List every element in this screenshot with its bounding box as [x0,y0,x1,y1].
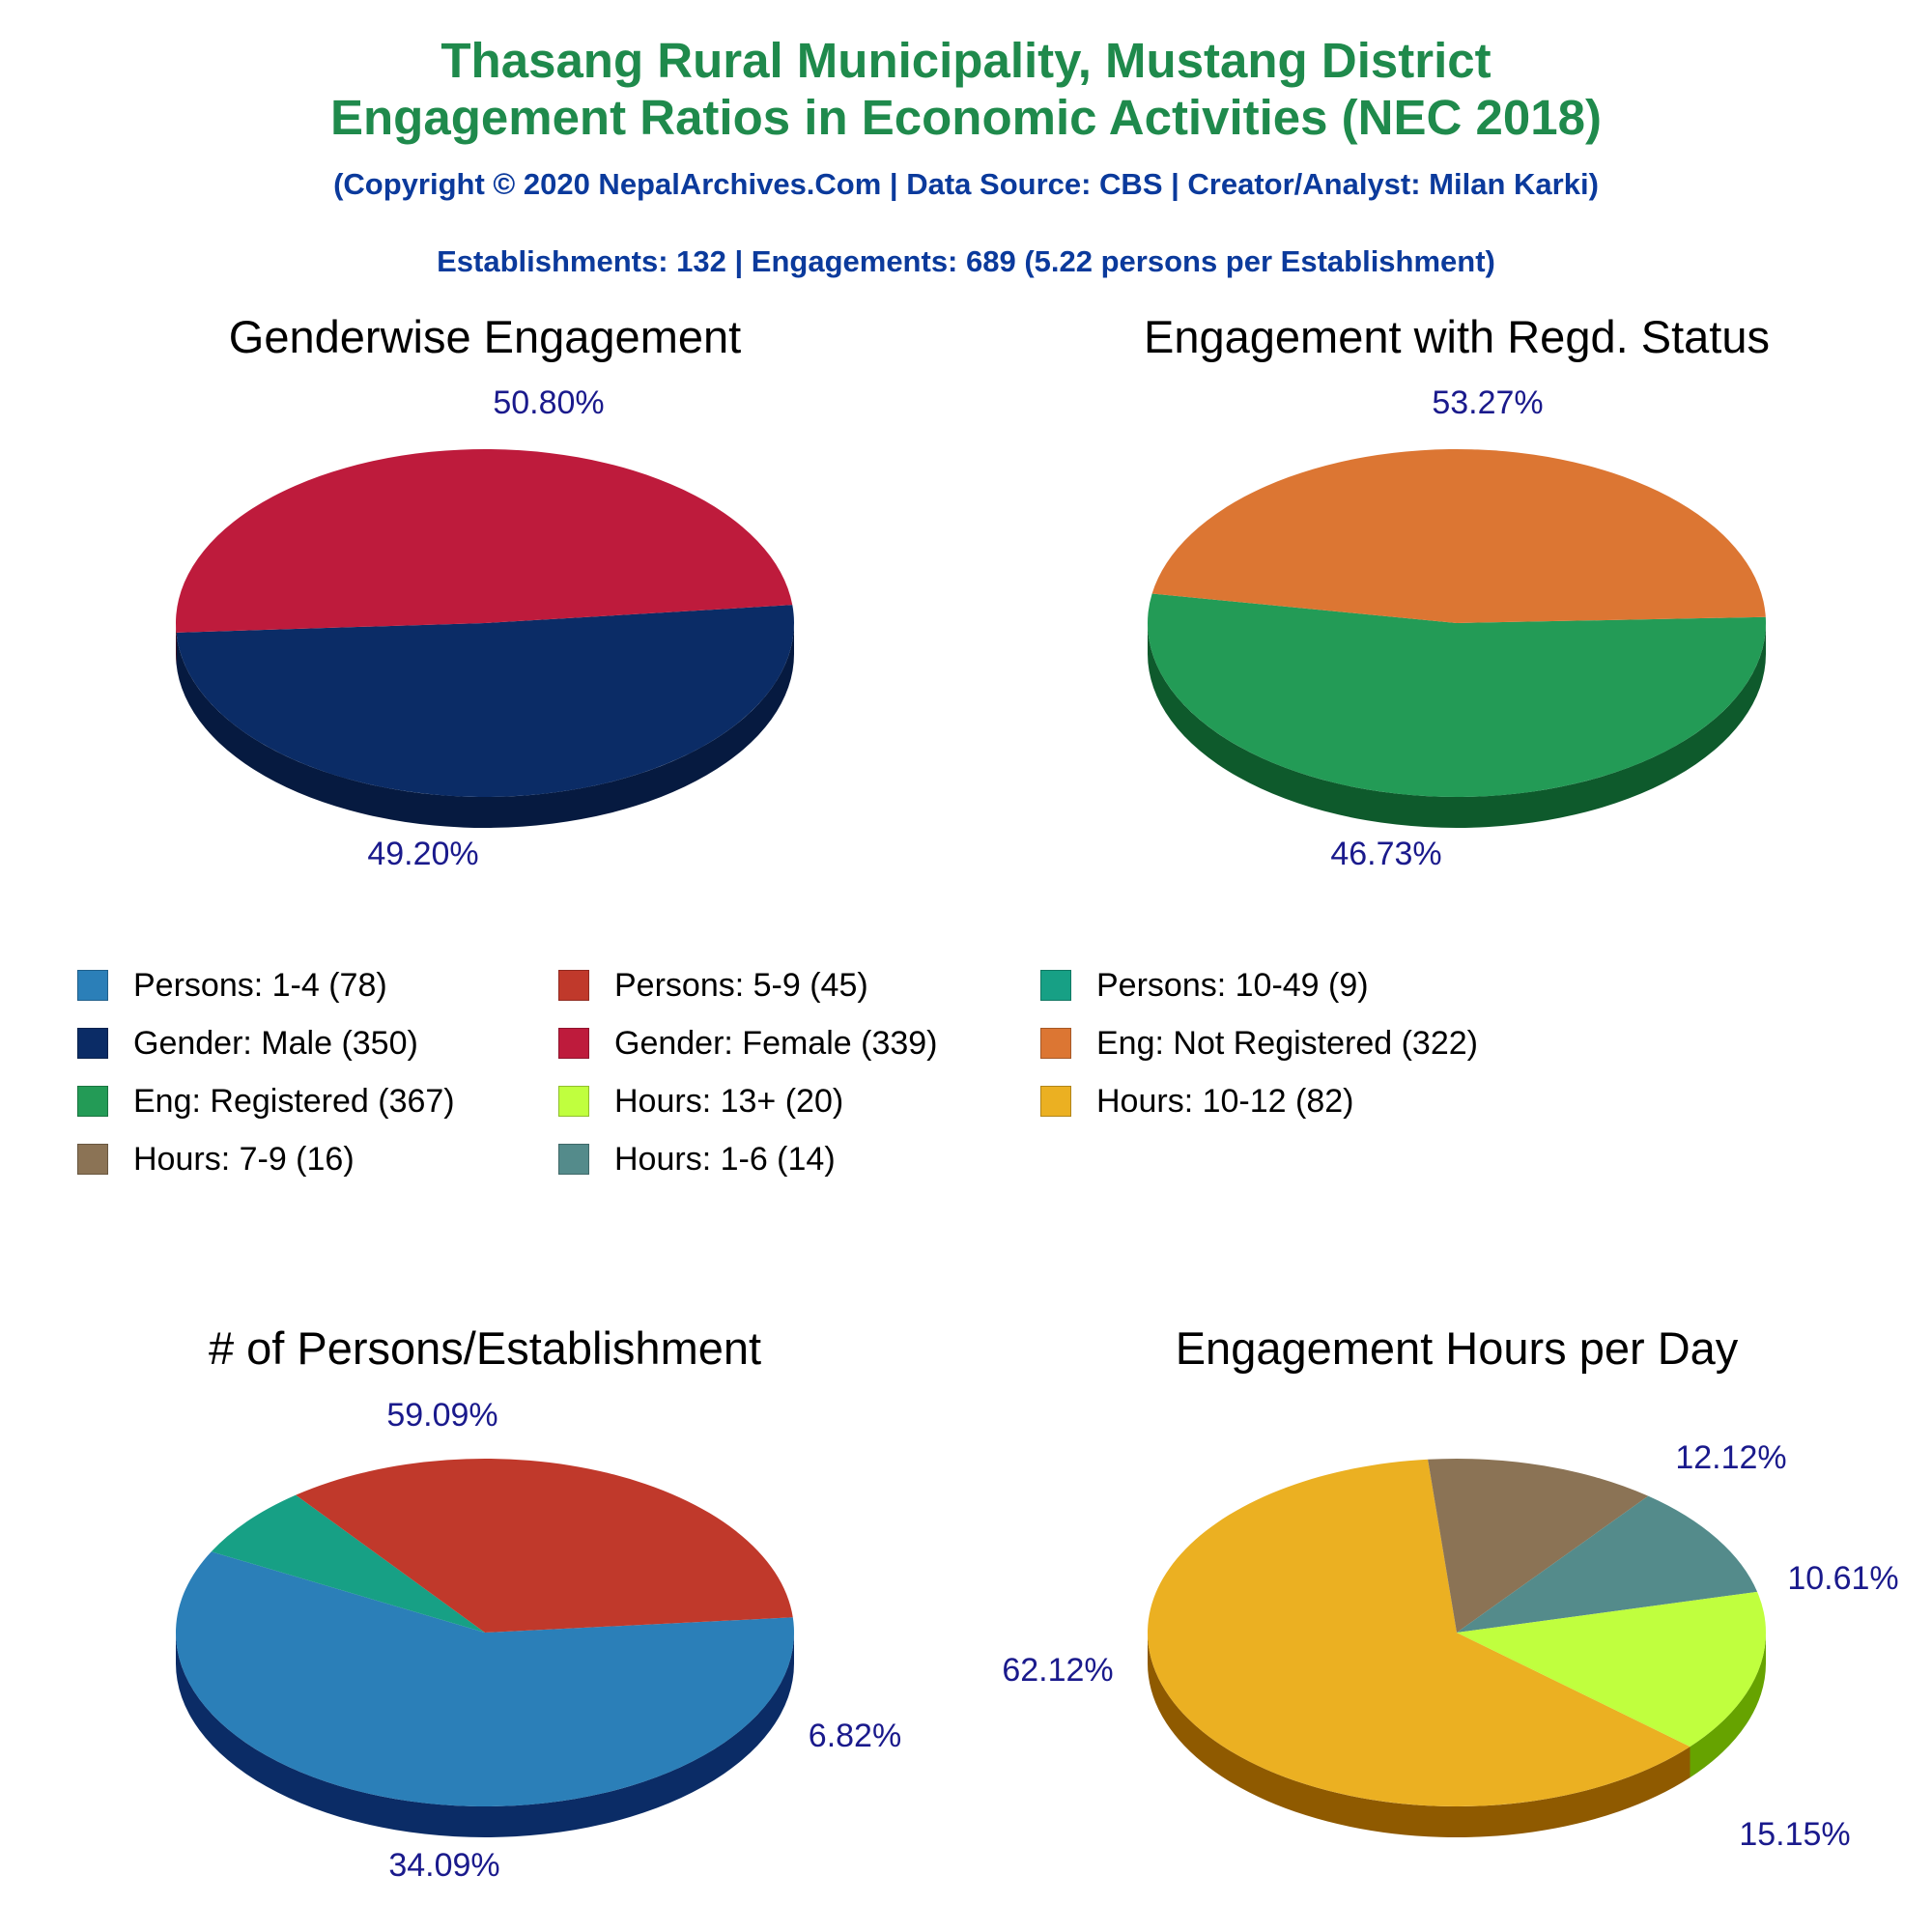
legend-label: Hours: 1-6 (14) [614,1140,836,1178]
legend-swatch [1040,1028,1071,1059]
legend-swatch [558,1144,589,1175]
legend-swatch [1040,1086,1071,1117]
pie-title: # of Persons/Establishment [208,1322,762,1374]
legend-item [558,966,868,1005]
pie-title: Engagement with Regd. Status [1144,311,1770,362]
pie-percent-label: 62.12% [1002,1652,1114,1689]
pie-percent-label: 34.09% [388,1847,500,1884]
pie-chart-3 [176,1322,901,1884]
legend-label: Persons: 1-4 (78) [133,966,387,1004]
legend-swatch [558,1028,589,1059]
legend-label: Eng: Registered (367) [133,1082,455,1120]
legend-item [558,1082,843,1121]
pie-percent-label: 6.82% [808,1718,902,1754]
pie-chart-4 [1002,1322,1898,1853]
chart-title-line2: Engagement Ratios in Economic Activities (NEC 2018) [330,90,1602,145]
pie-slice-gender-female [176,449,792,633]
pie-chart-1 [176,311,794,872]
pie-percent-label: 10.61% [1787,1560,1899,1597]
chart-title-line1: Thasang Rural Municipality, Mustang District [440,33,1492,88]
legend-swatch [558,1086,589,1117]
legend-swatch [77,1086,108,1117]
pie-percent-label: 15.15% [1739,1816,1851,1853]
pie-title: Engagement Hours per Day [1175,1322,1739,1374]
legend-item [1040,1024,1478,1063]
legend-item [77,1140,355,1179]
legend-label: Hours: 7-9 (16) [133,1140,355,1178]
pie-percent-label: 53.27% [1432,384,1544,421]
pie-percent-label: 59.09% [386,1397,498,1434]
legend-swatch [77,1028,108,1059]
legend-label: Hours: 10-12 (82) [1096,1082,1354,1120]
legend-item [77,966,387,1005]
legend-item [77,1024,418,1063]
legend-swatch [558,970,589,1001]
pie-percent-label: 50.80% [493,384,605,421]
copyright-subtitle: (Copyright © 2020 NepalArchives.Com | Data Source: CBS | Creator/Analyst: Milan Karki) [333,167,1599,201]
summary-stats: Establishments: 132 | Engagements: 689 (5.22 persons per Establishment) [437,244,1495,278]
pie-chart-2 [1144,311,1770,872]
legend-label: Gender: Male (350) [133,1024,418,1062]
legend-swatch [77,970,108,1001]
pie-percent-label: 12.12% [1675,1439,1787,1476]
legend-swatch [1040,970,1071,1001]
legend-label: Persons: 10-49 (9) [1096,966,1369,1004]
pie-percent-label: 49.20% [367,836,479,872]
legend-label: Persons: 5-9 (45) [614,966,868,1004]
pie-percent-label: 46.73% [1330,836,1442,872]
legend-label: Gender: Female (339) [614,1024,938,1062]
legend-item [1040,966,1369,1005]
legend-item [1040,1082,1353,1121]
legend-label: Hours: 13+ (20) [614,1082,844,1120]
legend-item [77,1082,455,1121]
pie-title: Genderwise Engagement [228,311,742,362]
pie-slice-eng-not-registered [1152,449,1766,623]
legend-item [558,1024,938,1063]
legend-swatch [77,1144,108,1175]
legend-item [558,1140,836,1179]
legend-label: Eng: Not Registered (322) [1096,1024,1478,1062]
